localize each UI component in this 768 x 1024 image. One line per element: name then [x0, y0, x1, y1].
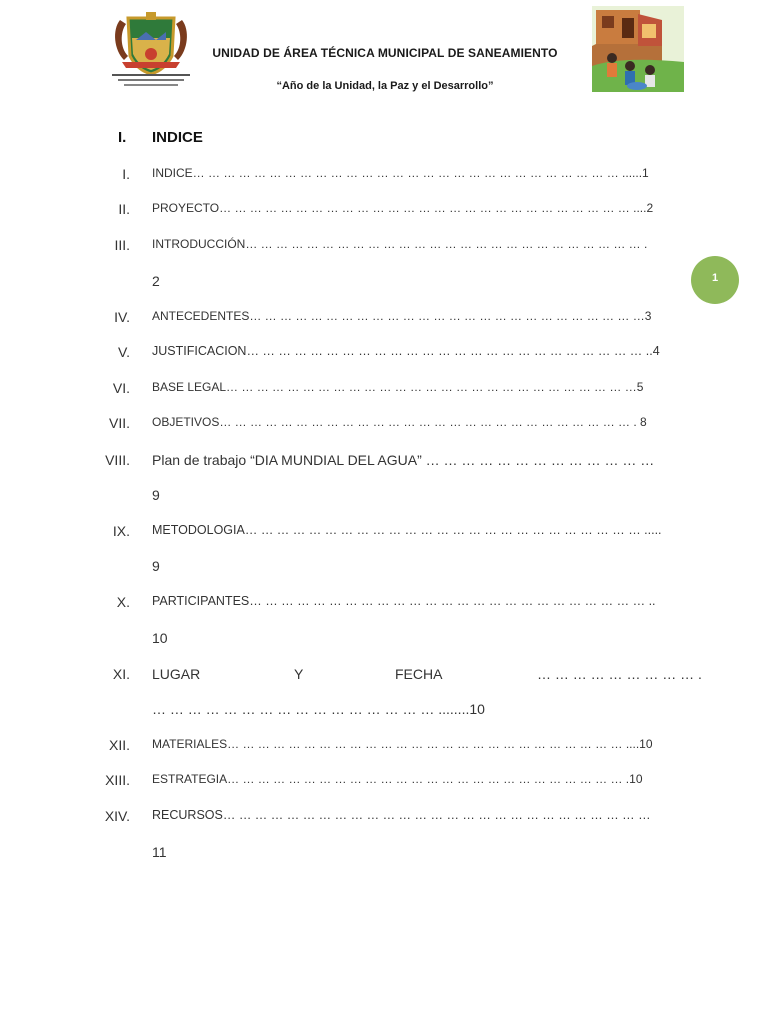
toc-heading-number: I.: [118, 129, 127, 146]
toc-entry-word[interactable]: FECHA: [395, 666, 443, 682]
toc-entry-text[interactable]: PROYECTO… … … … … … … … … … … … … … … … … … … … … … … … … … … ....2: [152, 201, 654, 215]
toc-entry-text[interactable]: MATERIALES… … … … … … … … … … … … … … … … … … … … … … … … … … ....10: [152, 737, 653, 751]
municipal-crest-icon: [106, 10, 196, 94]
header-motto: “Año de la Unidad, la Paz y el Desarrollo”: [276, 80, 494, 92]
toc-entry-text[interactable]: ANTECEDENTES… … … … … … … … … … … … … … … … … … … … … … … … … …3: [152, 309, 652, 323]
toc-heading: INDICE: [152, 129, 203, 146]
toc-entry-page: 10: [152, 630, 168, 646]
toc-entry-text[interactable]: PARTICIPANTES… … … … … … … … … … … … … … … … … … … … … … … … … ..: [152, 594, 656, 608]
toc-entry-word[interactable]: LUGAR: [152, 666, 201, 682]
toc-entry-number: XIV.: [104, 808, 130, 824]
toc-entry-page: … … … … … … … … … … … … … … … … ........10: [152, 701, 485, 717]
header-title: UNIDAD DE ÁREA TÉCNICA MUNICIPAL DE SANEAMIENTO: [212, 46, 558, 60]
toc-entry-text[interactable]: BASE LEGAL… … … … … … … … … … … … … … … … … … … … … … … … … … …5: [152, 380, 644, 394]
toc-entry-text[interactable]: OBJETIVOS… … … … … … … … … … … … … … … … … … … … … … … … … … … . 8: [152, 415, 647, 429]
toc-entry-number: I.: [122, 166, 130, 182]
toc-entry-number: IV.: [114, 309, 130, 325]
toc-entry-number: XII.: [108, 737, 130, 753]
toc-entry-page: 11: [152, 844, 167, 860]
toc-entry-page: 9: [152, 487, 160, 503]
toc-entry-text[interactable]: INDICE… … … … … … … … … … … … … … … … … … … … … … … … … … … … ......1: [152, 166, 649, 180]
toc-entry-text[interactable]: Plan de trabajo “DIA MUNDIAL DEL AGUA” … … … … … … … … … … … … …: [152, 452, 655, 468]
toc-entry-word[interactable]: Y: [294, 666, 304, 682]
toc-entry-number: VI.: [112, 380, 130, 396]
toc-entry-page: 9: [152, 558, 160, 574]
toc-entry-text[interactable]: JUSTIFICACION… … … … … … … … … … … … … … … … … … … … … … … … … ..4: [152, 344, 660, 358]
toc-entry-number: XI.: [112, 666, 130, 682]
toc-entry-text[interactable]: RECURSOS… … … … … … … … … … … … … … … … … … … … … … … … … … …: [152, 808, 651, 822]
community-water-photo: [592, 6, 684, 92]
toc-entry-number: X.: [116, 594, 130, 610]
toc-entry-number: IX.: [112, 523, 130, 539]
toc-entry-number: II.: [118, 201, 130, 217]
toc-entry-number: VII.: [108, 415, 130, 431]
toc-entry-text[interactable]: ESTRATEGIA… … … … … … … … … … … … … … … … … … … … … … … … … … .10: [152, 772, 643, 786]
toc-entry-text[interactable]: INTRODUCCIÓN… … … … … … … … … … … … … … … … … … … … … … … … … … .: [152, 237, 648, 251]
toc-entry-number: XIII.: [105, 772, 130, 788]
toc-entry-text[interactable]: METODOLOGIA… … … … … … … … … … … … … … … … … … … … … … … … … .....: [152, 523, 662, 537]
toc-entry-leader: … … … … … … … … … .: [537, 666, 702, 682]
toc-entry-number: VIII.: [105, 452, 130, 468]
toc-entry-page: 2: [152, 273, 160, 289]
toc-entry-number: V.: [118, 344, 130, 360]
toc-entry-number: III.: [114, 237, 130, 253]
page-number-badge: 1: [691, 256, 739, 304]
